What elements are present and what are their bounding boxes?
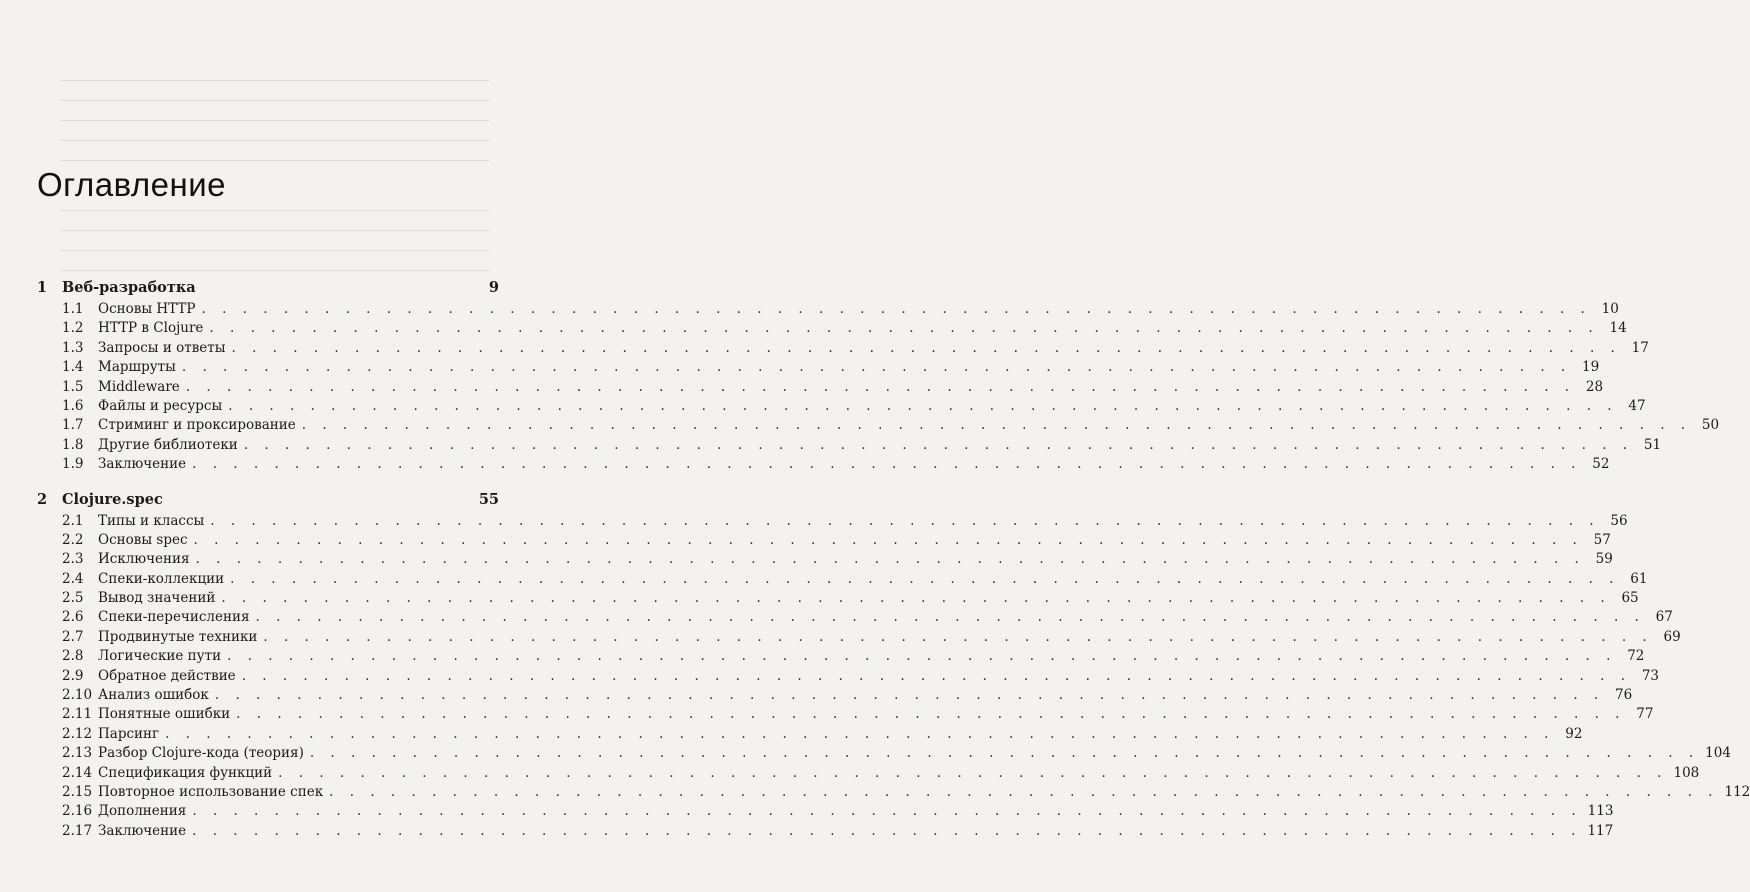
entry-number: 2.10 xyxy=(62,687,93,704)
toc-entry[interactable] xyxy=(37,608,1673,627)
dot-leader: . . . . . . . . . . . . . . . . . . . . . . . . . . . . . . . . . . . . . . . . . . . . . . . . . . . . . . . . . . . . . . . . . . . . xyxy=(201,301,1591,317)
entry-title: Спецификация функций xyxy=(98,764,273,781)
dot-leader: . . . . . . . . . . . . . . . . . . . . . . . . . . . . . . . . . . . . . . . . . . . . . . . . . . . . . . . . . . . . . . . . . . . . xyxy=(236,706,1626,723)
entry-page: 52 xyxy=(1592,456,1610,473)
entry-page: 108 xyxy=(1673,764,1700,781)
entry-page: 104 xyxy=(1705,745,1731,762)
toc-entry[interactable] xyxy=(37,416,1720,435)
entry-page: 73 xyxy=(1641,667,1660,684)
entry-number: 1.5 xyxy=(62,378,84,395)
entry-number: 1.1 xyxy=(62,301,84,317)
chapter-spacer xyxy=(37,475,499,490)
entry-number: 1.9 xyxy=(62,456,84,473)
toc-entry[interactable] xyxy=(37,822,1614,841)
entry-number: 2.14 xyxy=(62,764,93,781)
dot-leader: . . . . . . . . . . . . . . . . . . . . . . . . . . . . . . . . . . . . . . . . . . . . . . . . . . . . . . . . . . . . . . . . . . . . xyxy=(165,725,1555,742)
entry-number: 2.1 xyxy=(62,512,84,529)
entry-number: 2.4 xyxy=(62,570,84,587)
entry-title: Middleware xyxy=(98,378,180,395)
toc-entry[interactable] xyxy=(37,764,1700,783)
entry-page: 17 xyxy=(1631,339,1649,356)
entry-number: 2.3 xyxy=(62,551,84,568)
entry-page: 14 xyxy=(1609,320,1627,337)
entry-title: Основы HTTP xyxy=(98,301,196,317)
entry-title: Дополнения xyxy=(98,803,187,820)
dot-leader: . . . . . . . . . . . . . . . . . . . . . . . . . . . . . . . . . . . . . . . . . . . . . . . . . . . . . . . . . . . . . . . . . . . . xyxy=(329,783,1719,800)
entry-number: 2.7 xyxy=(62,628,84,645)
entry-number: 2.9 xyxy=(62,667,84,684)
entry-number: 2.5 xyxy=(62,590,84,607)
entry-title: Стриминг и проксирование xyxy=(98,417,296,434)
toc-entry[interactable] xyxy=(37,378,1604,397)
entry-number: 2.2 xyxy=(62,531,84,548)
dot-leader: . . . . . . . . . . . . . . . . . . . . . . . . . . . . . . . . . . . . . . . . . . . . . . . . . . . . . . . . . . . . . . . . . . . . xyxy=(214,687,1605,704)
dot-leader: . . . . . . . . . . . . . . . . . . . . . . . . . . . . . . . . . . . . . . . . . . . . . . . . . . . . . . . . . . . . . . . . . . . . xyxy=(227,648,1617,665)
toc-entry[interactable] xyxy=(37,455,1610,474)
dot-leader: . . . . . . . . . . . . . . . . . . . . . . . . . . . . . . . . . . . . . . . . . . . . . . . . . . . . . . . . . . . . . . . . . . . . xyxy=(230,570,1620,587)
entry-title: HTTP в Clojure xyxy=(98,320,204,337)
entry-page: 112 xyxy=(1724,783,1750,800)
dot-leader: . . . . . . . . . . . . . . . . . . . . . . . . . . . . . . . . . . . . . . . . . . . . . . . . . . . . . . . . . . . . . . . . . . . . xyxy=(192,803,1582,820)
entry-title: Повторное использование спек xyxy=(98,783,324,800)
dot-leader: . . . . . . . . . . . . . . . . . . . . . . . . . . . . . . . . . . . . . . . . . . . . . . . . . . . . . . . . . . . . . . . . . . . . xyxy=(301,417,1692,434)
entry-title: Вывод значений xyxy=(98,590,216,607)
entry-title: Спеки-коллекции xyxy=(98,570,225,587)
entry-page: 59 xyxy=(1595,551,1613,568)
entry-page: 77 xyxy=(1636,706,1654,723)
toc-entry[interactable] xyxy=(37,705,1654,724)
toc-entry[interactable] xyxy=(37,397,1646,416)
entry-title: Разбор Clojure-кода (теория) xyxy=(98,745,304,762)
entry-page: 28 xyxy=(1585,378,1604,395)
dot-leader: . . . . . . . . . . . . . . . . . . . . . . . . . . . . . . . . . . . . . . . . . . . . . . . . . . . . . . . . . . . . . . . . . . . . xyxy=(255,609,1645,626)
dot-leader: . . . . . . . . . . . . . . . . . . . . . . . . . . . . . . . . . . . . . . . . . . . . . . . . . . . . . . . . . . . . . . . . . . . . xyxy=(185,378,1576,395)
entry-title: Типы и классы xyxy=(98,512,205,529)
entry-title: Файлы и ресурсы xyxy=(98,397,223,414)
toc-entry[interactable] xyxy=(37,550,1613,569)
entry-page: 65 xyxy=(1621,590,1639,607)
toc-entry[interactable] xyxy=(37,628,1681,647)
entry-page: 92 xyxy=(1565,725,1583,742)
entry-number: 1.3 xyxy=(62,339,84,356)
toc-entry[interactable] xyxy=(37,589,1639,608)
entry-number: 1.4 xyxy=(62,359,84,376)
entry-page: 56 xyxy=(1610,512,1628,529)
entry-title: Маршруты xyxy=(98,359,176,376)
entry-number: 2.6 xyxy=(62,609,84,626)
entry-title: Логические пути xyxy=(98,648,222,665)
toc-entry[interactable] xyxy=(37,667,1660,686)
entry-title: Анализ ошибок xyxy=(98,687,209,704)
dot-leader: . . . . . . . . . . . . . . . . . . . . . . . . . . . . . . . . . . . . . . . . . . . . . . . . . . . . . . . . . . . . . . . . . . . . xyxy=(228,397,1618,414)
entry-page: 113 xyxy=(1587,803,1614,820)
toc-entry[interactable] xyxy=(37,802,1614,821)
toc-chapter-2[interactable] xyxy=(37,490,499,510)
entry-page: 57 xyxy=(1593,531,1611,548)
chapter-page: 55 xyxy=(478,490,499,508)
dot-leader: . . . . . . . . . . . . . . . . . . . . . . . . . . . . . . . . . . . . . . . . . . . . . . . . . . . . . . . . . . . . . . . . . . . . xyxy=(263,628,1653,645)
toc-entry[interactable] xyxy=(37,339,1649,358)
entry-title: Парсинг xyxy=(98,725,160,742)
table-of-contents xyxy=(37,278,1750,841)
entry-number: 2.17 xyxy=(62,822,93,839)
entry-title: Основы spec xyxy=(98,531,188,548)
toc-entry[interactable] xyxy=(37,686,1633,705)
toc-entry[interactable] xyxy=(37,512,1628,531)
entry-page: 67 xyxy=(1655,609,1673,626)
entry-page: 72 xyxy=(1627,648,1645,665)
dot-leader: . . . . . . . . . . . . . . . . . . . . . . . . . . . . . . . . . . . . . . . . . . . . . . . . . . . . . . . . . . . . . . . . . . . . xyxy=(181,359,1572,376)
entry-page: 47 xyxy=(1628,397,1646,414)
dot-leader: . . . . . . . . . . . . . . . . . . . . . . . . . . . . . . . . . . . . . . . . . . . . . . . . . . . . . . . . . . . . . . . . . . . . xyxy=(192,822,1582,839)
toc-entry[interactable] xyxy=(37,531,1611,550)
entry-title: Продвинутые техники xyxy=(98,628,258,645)
toc-entry[interactable] xyxy=(37,744,1731,763)
chapter-page: 9 xyxy=(488,279,499,296)
entry-title: Запросы и ответы xyxy=(98,339,226,356)
chapter-title: Clojure.spec xyxy=(62,490,163,508)
entry-title: Спеки-перечисления xyxy=(98,609,250,626)
page-title: Оглавление xyxy=(37,166,226,203)
toc-chapter-1[interactable] xyxy=(37,278,499,298)
dot-leader: . . . . . . . . . . . . . . . . . . . . . . . . . . . . . . . . . . . . . . . . . . . . . . . . . . . . . . . . . . . . . . . . . . . . xyxy=(210,512,1600,529)
entry-page: 69 xyxy=(1663,628,1681,645)
toc-entry[interactable] xyxy=(37,436,1662,455)
entry-number: 2.12 xyxy=(62,725,93,742)
entry-number: 2.16 xyxy=(62,803,93,820)
dot-leader: . . . . . . . . . . . . . . . . . . . . . . . . . . . . . . . . . . . . . . . . . . . . . . . . . . . . . . . . . . . . . . . . . . . . xyxy=(221,590,1611,607)
entry-page: 51 xyxy=(1643,436,1662,453)
entry-number: 2.13 xyxy=(62,745,93,762)
entry-page: 61 xyxy=(1630,570,1648,587)
dot-leader: . . . . . . . . . . . . . . . . . . . . . . . . . . . . . . . . . . . . . . . . . . . . . . . . . . . . . . . . . . . . . . . . . . . . xyxy=(278,764,1668,781)
entry-number: 2.11 xyxy=(62,706,93,723)
entry-number: 2.15 xyxy=(62,783,93,800)
chapter-title: Веб-разработка xyxy=(62,279,196,296)
entry-number: 1.8 xyxy=(62,436,84,453)
entry-title: Обратное действие xyxy=(98,667,236,684)
entry-title: Заключение xyxy=(98,456,187,473)
entry-number: 2.8 xyxy=(62,648,84,665)
dot-leader: . . . . . . . . . . . . . . . . . . . . . . . . . . . . . . . . . . . . . . . . . . . . . . . . . . . . . . . . . . . . . . . . . . . . xyxy=(231,339,1621,356)
toc-entry[interactable] xyxy=(37,319,1627,338)
entry-page: 76 xyxy=(1615,687,1633,704)
toc-entry[interactable] xyxy=(37,725,1583,744)
toc-entry[interactable] xyxy=(37,358,1600,377)
toc-entry[interactable] xyxy=(37,647,1645,666)
entry-page: 10 xyxy=(1601,301,1619,317)
dot-leader: . . . . . . . . . . . . . . . . . . . . . . . . . . . . . . . . . . . . . . . . . . . . . . . . . . . . . . . . . . . . . . . . . . . . xyxy=(243,436,1634,453)
dot-leader: . . . . . . . . . . . . . . . . . . . . . . . . . . . . . . . . . . . . . . . . . . . . . . . . . . . . . . . . . . . . . . . . . . . . xyxy=(241,667,1632,684)
toc-entry[interactable] xyxy=(37,300,1619,319)
entry-title: Заключение xyxy=(98,822,187,839)
entry-number: 1.7 xyxy=(62,417,84,434)
dot-leader: . . . . . . . . . . . . . . . . . . . . . . . . . . . . . . . . . . . . . . . . . . . . . . . . . . . . . . . . . . . . . . . . . . . . xyxy=(195,551,1585,568)
entry-number: 1.2 xyxy=(62,320,84,337)
toc-entry[interactable] xyxy=(37,570,1648,589)
dot-leader: . . . . . . . . . . . . . . . . . . . . . . . . . . . . . . . . . . . . . . . . . . . . . . . . . . . . . . . . . . . . . . . . . . . . xyxy=(193,531,1583,548)
dot-leader: . . . . . . . . . . . . . . . . . . . . . . . . . . . . . . . . . . . . . . . . . . . . . . . . . . . . . . . . . . . . . . . . . . . . xyxy=(192,456,1582,473)
entry-title: Другие библиотеки xyxy=(98,436,238,453)
dot-leader: . . . . . . . . . . . . . . . . . . . . . . . . . . . . . . . . . . . . . . . . . . . . . . . . . . . . . . . . . . . . . . . . . . . . xyxy=(309,745,1700,762)
entry-title: Исключения xyxy=(98,551,190,568)
dot-leader: . . . . . . . . . . . . . . . . . . . . . . . . . . . . . . . . . . . . . . . . . . . . . . . . . . . . . . . . . . . . . . . . . . . . xyxy=(209,320,1599,337)
chapter-number: 2 xyxy=(37,490,48,508)
entry-title: Понятные ошибки xyxy=(98,706,231,723)
toc-entry[interactable] xyxy=(37,783,1750,802)
entry-page: 50 xyxy=(1701,417,1720,434)
chapter-number: 1 xyxy=(37,279,48,296)
entry-page: 117 xyxy=(1587,822,1614,839)
entry-number: 1.6 xyxy=(62,397,84,414)
entry-page: 19 xyxy=(1582,359,1600,376)
